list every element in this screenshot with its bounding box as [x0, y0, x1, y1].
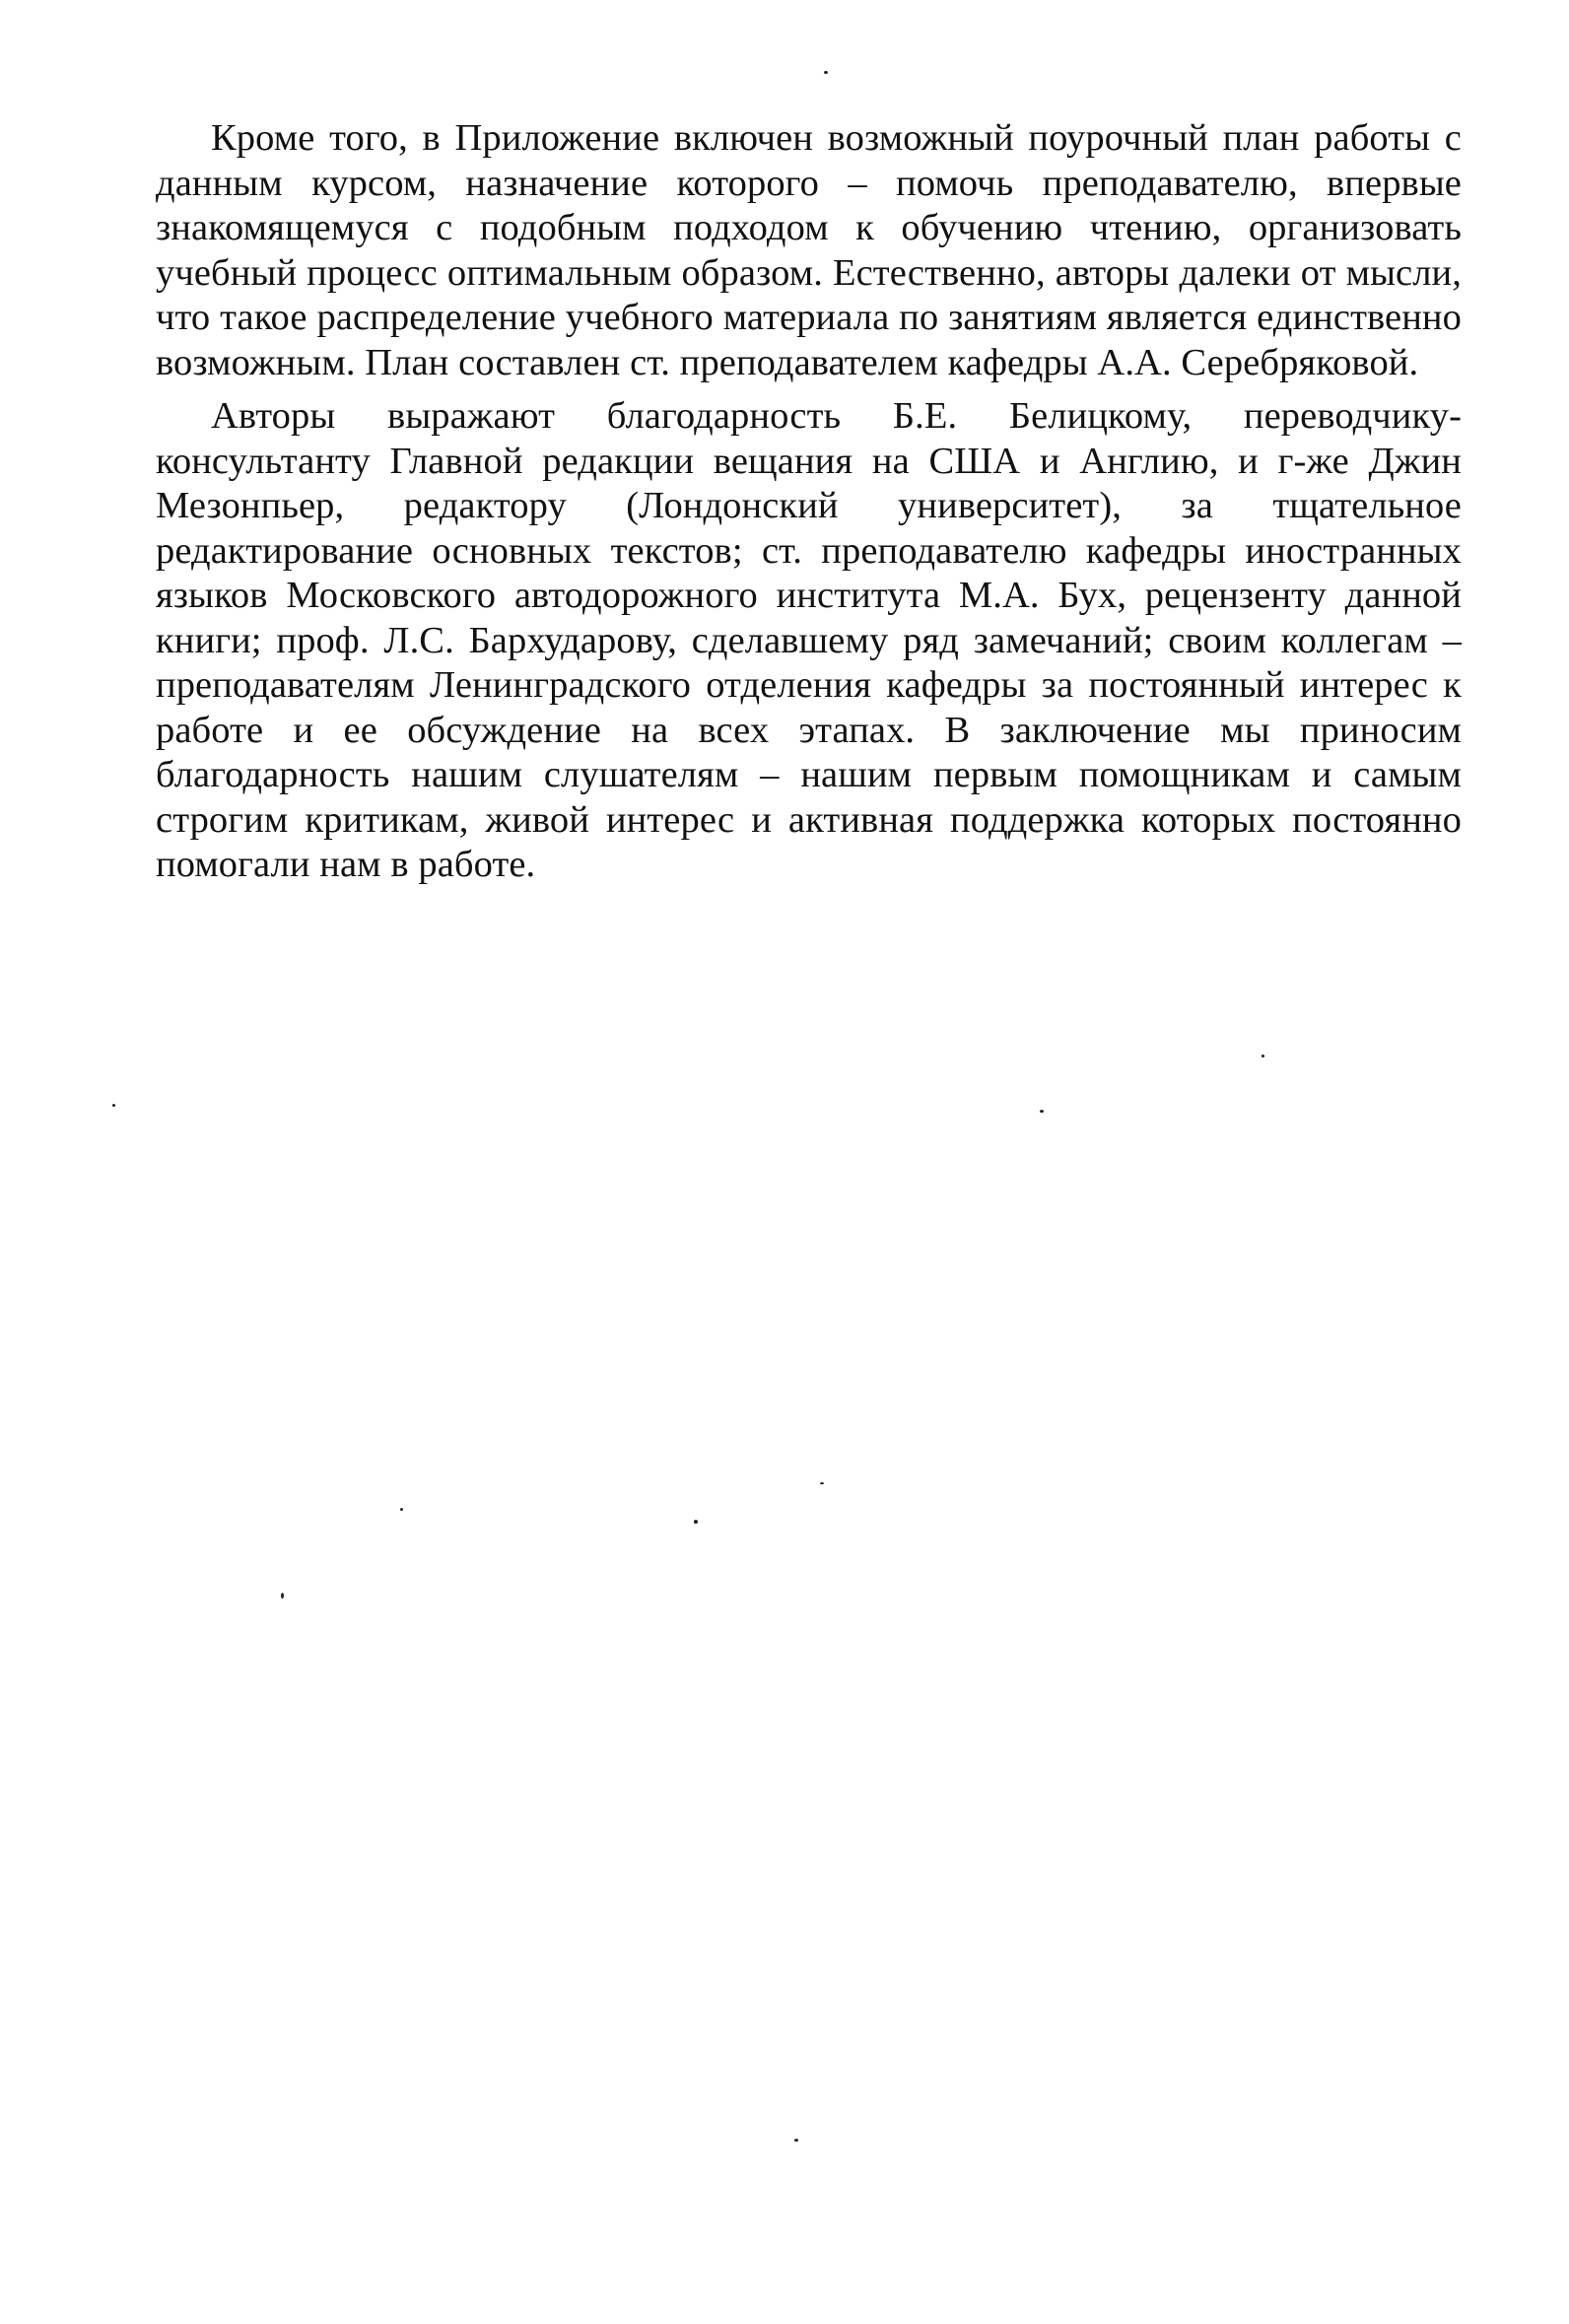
scan-speck [1262, 1055, 1264, 1058]
scan-speck [820, 1482, 824, 1484]
paragraph-appendix-plan: Кроме того, в Приложение включен возможный поурочный план работы с данным курсом, назначение которого – помочь преподавателю, впервые знакомящемуся с подобным подходом к обучению чтению, организовать учебный процесс оптимальным образом. Естественно, авторы далеки от мысли, что такое распределение учебного материала по занятиям является единственно возможным. План составлен ст. преподавателем кафедры А.А. Серебряковой. [156, 117, 1462, 383]
scan-speck [1040, 1110, 1044, 1113]
scan-speck [400, 1508, 403, 1511]
paragraph-acknowledgements: Авторы выражают благодарность Б.Е. Белицкому, переводчику-консультанту Главной редакции вещания на США и Англию, и г-же Джин Мезонпьер, редактору (Лондонский университет), за тщательное редактирование основных текстов; ст. преподавателю кафедры иностранных языков Московского автодорожного института М.А. Бух, рецензенту данной книги; проф. Л.С. Бархударову, сделавшему ряд замечаний; своим коллегам – преподавателям Ленинградского отделения кафедры за постоянный интерес к работе и ее обсуждение на всех этапах. В заключение мы приносим благодарность нашим слушателям – нашим первым помощникам и самым строгим критикам, живой интерес и активная поддержка которых постоянно помогали нам в работе. [156, 395, 1462, 885]
body-text [156, 116, 1462, 888]
scan-speck [281, 1593, 284, 1599]
scan-speck [112, 1104, 115, 1107]
scan-speck [794, 2139, 798, 2142]
scan-speck [824, 71, 828, 74]
scan-speck [694, 1520, 698, 1524]
